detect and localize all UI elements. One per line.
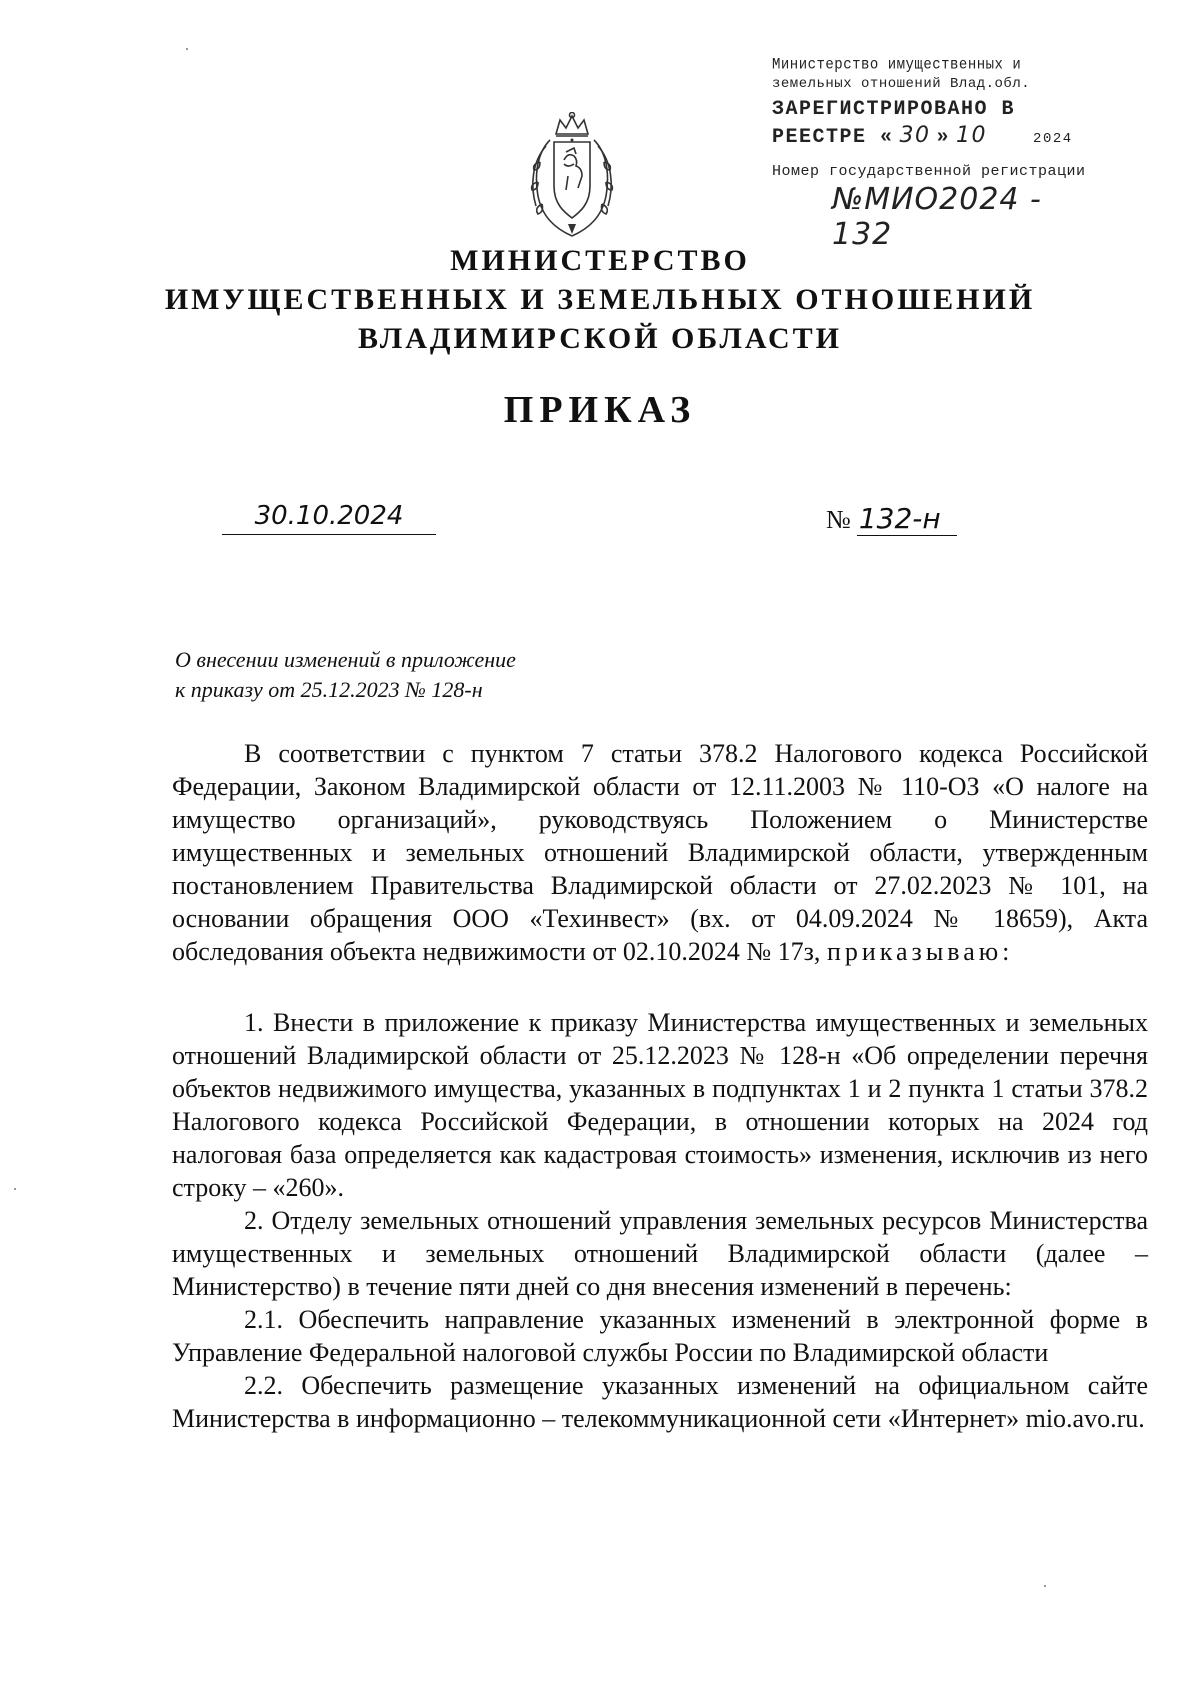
stamp-line-2: земельных отношений Влад.обл. bbox=[772, 76, 1031, 92]
stamp-day: 30 bbox=[899, 123, 931, 148]
item-2-1: 2.1. Обеспечить направление указанных изменений в электронной форме в Управление Федеральной налоговой службы России по Владимирской области bbox=[172, 1305, 1148, 1367]
registration-stamp bbox=[772, 50, 1112, 252]
stamp-year: 2024 bbox=[1033, 131, 1073, 147]
stamp-month: 10 bbox=[956, 123, 988, 148]
stamp-line-4 bbox=[772, 123, 1112, 149]
order-number bbox=[826, 502, 957, 536]
order-title: ПРИКАЗ bbox=[503, 389, 697, 431]
number-sign: № bbox=[826, 505, 851, 534]
preamble-paragraph bbox=[172, 737, 1148, 968]
decree-word: приказываю: bbox=[826, 937, 1014, 966]
item-2: 2. Отделу земельных отношений управления земельных ресурсов Министерства имущественных и земельных отношений Владимирской области (далее – Министерство) в течение пяти дней со дня внесения изменений в перечень: bbox=[172, 1206, 1148, 1301]
stamp-registration-number: №МИО2024 - 132 bbox=[832, 182, 1042, 252]
stamp-line-1: Министерство имущественных и bbox=[772, 56, 1022, 75]
coat-of-arms-icon bbox=[520, 112, 624, 242]
subject-line-1: О внесении изменений в приложение bbox=[175, 647, 516, 672]
order-subject bbox=[175, 645, 516, 705]
stamp-registry-label: РЕЕСТРЕ « bbox=[772, 126, 894, 149]
stamp-line-5: Номер государственной регистрации bbox=[772, 163, 1086, 180]
order-date: 30.10.2024 bbox=[222, 500, 436, 535]
preamble-text: В соответствии с пунктом 7 статьи 378.2 Налогового кодекса Российской Федерации, Законом Владимирской области от 12.11.2003 № 110-ОЗ «О налоге на имущество организаций», руководствуясь Положением о Министерстве имущественных и земельных отношений Владимирской области, утвержденным постановлением Правительства Владимирской области от 27.02.2023 № 101, на основании обращения ООО «Техинвест» (вх. от 04.09.2024 № 18659), Акта обследования объекта недвижимости от 02.10.2024 № 17з, bbox=[172, 739, 1148, 966]
order-body bbox=[172, 737, 1148, 1435]
item-2-2: 2.2. Обеспечить размещение указанных изменений на официальном сайте Министерства в информационно – телекоммуникационной сети «Интернет» mio.avo.ru. bbox=[172, 1371, 1148, 1433]
stamp-line-3: ЗАРЕГИСТРИРОВАНО В bbox=[772, 98, 1016, 121]
subject-line-2: к приказу от 25.12.2023 № 128-н bbox=[175, 677, 483, 702]
ministry-name-line-2: ИМУЩЕСТВЕННЫХ И ЗЕМЕЛЬНЫХ ОТНОШЕНИЙ bbox=[164, 283, 1036, 316]
ministry-name-line-1: МИНИСТЕРСТВО bbox=[450, 244, 750, 277]
item-1: 1. Внести в приложение к приказу Министерства имущественных и земельных отношений Владимирской области от 25.12.2023 № 128-н «Об определении перечня объектов недвижимого имущества, указанных в подпунктах 1 и 2 пункта 1 статьи 378.2 Налогового кодекса Российской Федерации, в отношении которых на 2024 год налоговая база определяется как кадастровая стоимость» изменения, исключив из него строку – «260». bbox=[172, 1008, 1148, 1202]
ministry-name-line-3: ВЛАДИМИРСКОЙ ОБЛАСТИ bbox=[358, 322, 842, 355]
stamp-quote: » bbox=[936, 126, 951, 149]
scan-speck bbox=[1044, 1585, 1046, 1587]
scan-speck bbox=[14, 1188, 16, 1190]
order-number-value: 132-н bbox=[857, 502, 957, 536]
scan-speck bbox=[186, 48, 188, 50]
